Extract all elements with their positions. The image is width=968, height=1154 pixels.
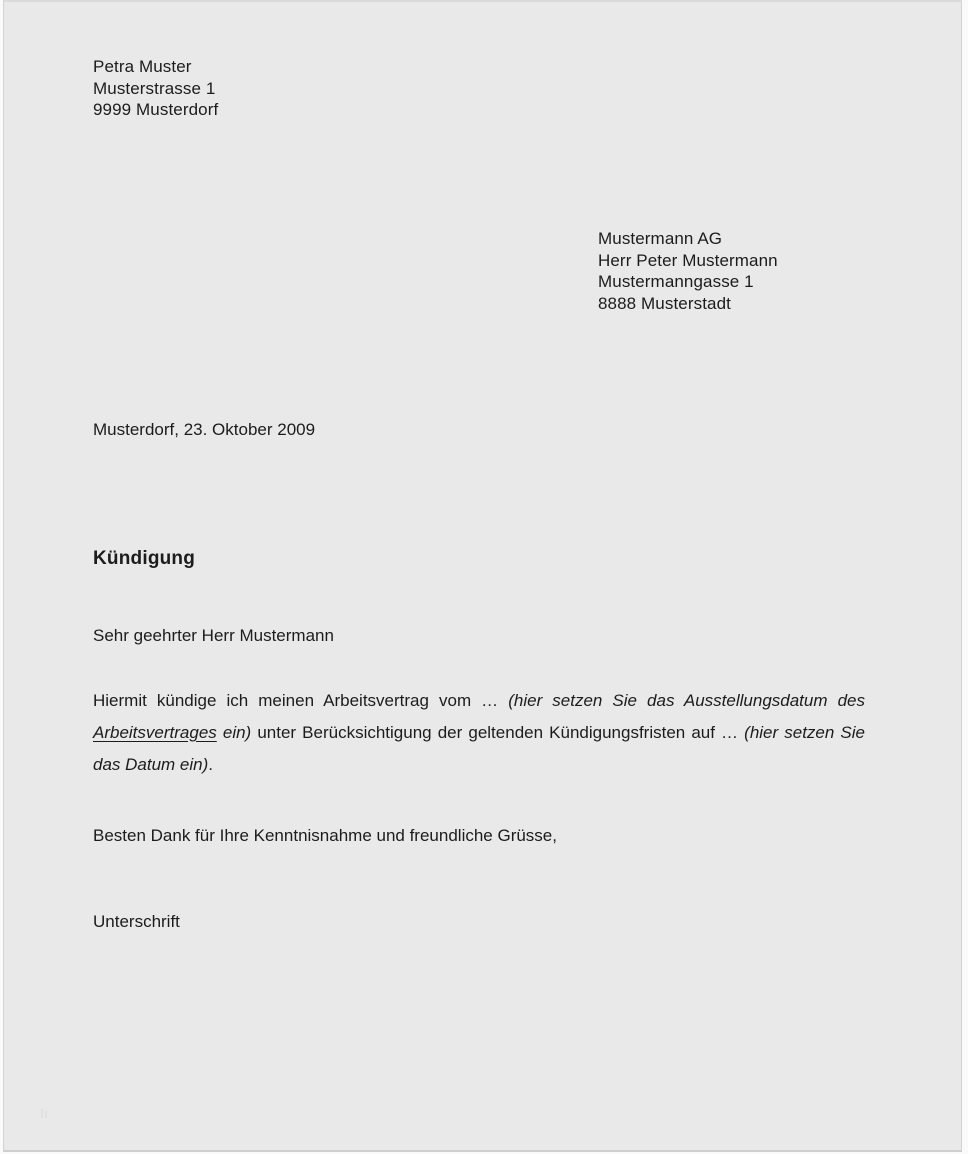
body-text-period: .	[208, 755, 214, 774]
body-paragraph	[93, 685, 865, 781]
recipient-address-block	[598, 228, 778, 314]
date-line: Musterdorf, 23. Oktober 2009	[93, 420, 316, 439]
letter-page	[3, 0, 962, 1152]
body-text-regular-2: unter Berücksichtigung der geltenden Kündigungsfristen auf …	[251, 723, 745, 742]
body-text-regular-1: Hiermit kündige ich meinen Arbeitsvertrag vom …	[93, 691, 509, 710]
recipient-company: Mustermann AG	[598, 229, 723, 248]
recipient-name: Herr Peter Mustermann	[598, 250, 778, 270]
sender-street: Musterstrasse 1	[93, 78, 216, 98]
sender-name: Petra Muster	[93, 57, 192, 76]
body-placeholder-italic-3: (hier setzen Sie das Datum ein)	[93, 723, 866, 774]
salutation-line: Sehr geehrter Herr Mustermann	[93, 626, 334, 645]
sender-city: 9999 Musterdorf	[93, 100, 219, 119]
body-word-underlined: Arbeitsvertrages	[93, 723, 217, 742]
closing-line: Besten Dank für Ihre Kenntnisnahme und freundliche Grüsse,	[93, 826, 557, 845]
recipient-street: Mustermanngasse 1	[598, 272, 754, 291]
signature-label: Unterschrift	[93, 912, 180, 931]
body-placeholder-italic-1: (hier setzen Sie das Ausstellungsdatum des	[508, 691, 865, 710]
faint-smudge	[41, 1103, 55, 1114]
recipient-city: 8888 Musterstadt	[598, 293, 731, 313]
sender-address-block	[93, 56, 218, 121]
body-placeholder-italic-2: ein)	[216, 723, 252, 742]
subject-heading: Kündigung	[93, 548, 196, 569]
